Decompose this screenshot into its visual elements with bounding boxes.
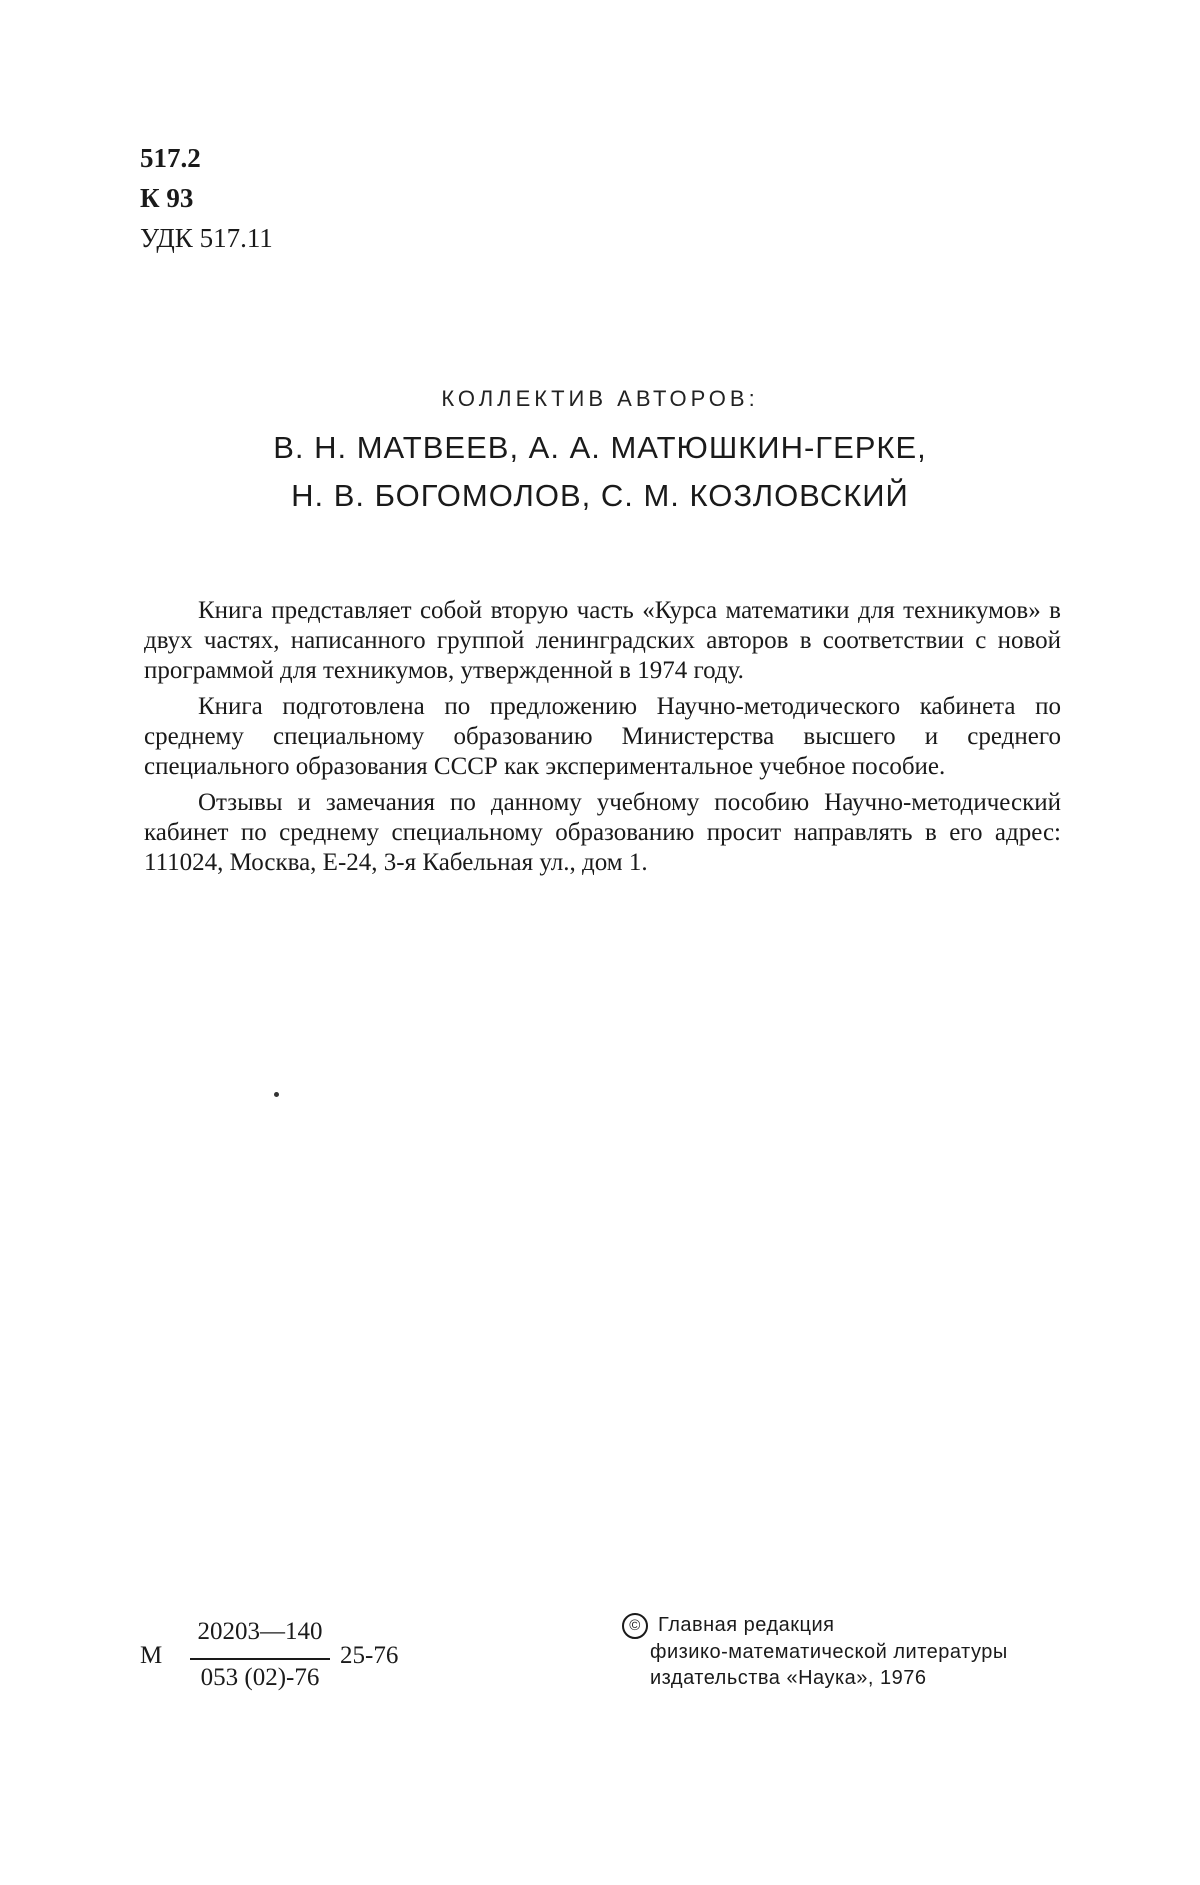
copyright-line-2: физико-математической литературы: [650, 1640, 1008, 1663]
copyright-line-3: издательства «Наука», 1976: [650, 1666, 927, 1689]
authors-list: [0, 424, 1200, 520]
copyright-icon: ©: [622, 1613, 648, 1639]
author-mark: К 93: [140, 183, 194, 213]
copyright-notice: [622, 1612, 1082, 1691]
annotation-paragraph-3: Отзывы и замечания по данному учебному пособию Научно-методический кабинет по среднему специальному образованию просит направлять в его адрес: 111024, Москва, Е-24, 3-я Кабельная ул., дом 1.: [144, 789, 1061, 876]
copyright-publisher-dept: Главная редакция: [658, 1614, 835, 1636]
print-speck: [274, 1092, 279, 1097]
book-annotation: [144, 596, 1061, 884]
classification-codes: [140, 138, 273, 258]
publication-index: [140, 1612, 440, 1702]
annotation-paragraph-2: Книга подготовлена по предложению Научно-методического кабинета по среднему специальному образованию Министерства высшего и среднего специального образования СССР как экспериментальное учебное пособие.: [144, 693, 1061, 780]
authors-line-1: В. Н. МАТВЕЕВ, А. А. МАТЮШКИН-ГЕРКЕ,: [273, 430, 927, 465]
udc-code: УДК 517.11: [140, 223, 273, 253]
copyright-line-1: [622, 1612, 1082, 1639]
index-numerator: 20203—140: [197, 1618, 323, 1645]
index-suffix: 25-76: [340, 1642, 399, 1669]
annotation-paragraph-1: Книга представляет собой вторую часть «Курса математики для техникумов» в двух частях, написанного группой ленинградских авторов в соответствии с новой программой для техникумов, утвержденной в 1974 году.: [144, 597, 1061, 684]
authors-line-2: Н. В. БОГОМОЛОВ, С. М. КОЗЛОВСКИЙ: [291, 478, 909, 513]
bbk-code: 517.2: [140, 143, 201, 173]
index-letter: М: [140, 1642, 163, 1669]
index-denominator: 053 (02)-76: [200, 1664, 320, 1691]
authors-heading: КОЛЛЕКТИВ АВТОРОВ:: [441, 386, 759, 411]
fraction-line: [190, 1658, 330, 1660]
